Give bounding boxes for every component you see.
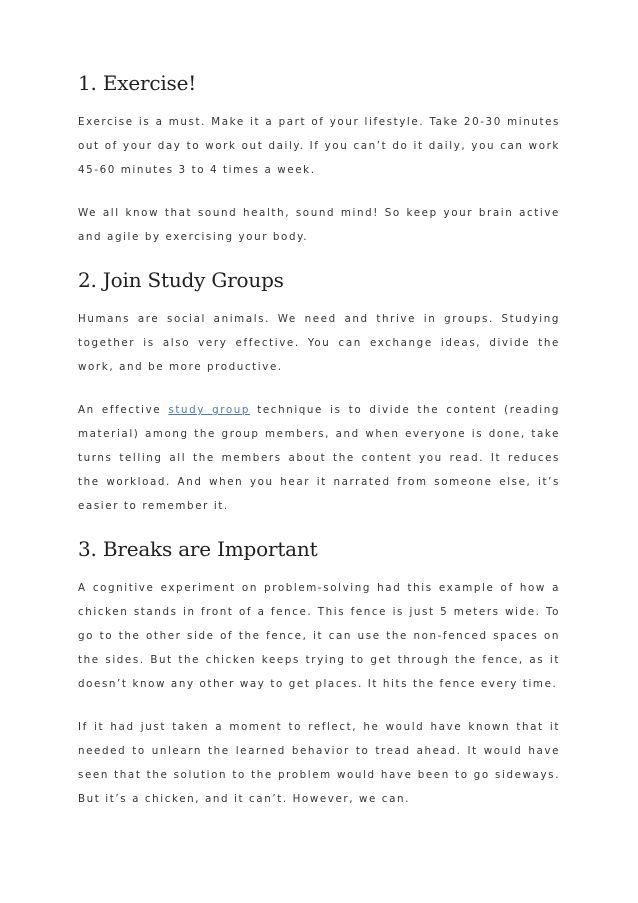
section-exercise bbox=[78, 70, 560, 249]
section-heading: 2. Join Study Groups bbox=[78, 268, 284, 292]
paragraph: A cognitive experiment on problem-solving had this example of how a chicken stands in front of a fence. This fence is just 5 meters wide. To go to the other side of the fence, it can use the non-fenced spaces on the sides. But the chicken keeps trying to get through the fence, as it doesn’t know any other way to get places. It hits the fence every time. bbox=[78, 582, 560, 690]
paragraph-text-after-link: technique is to divide the content (reading material) among the group members, and when everyone is done, take turns telling all the members about the content you read. It reduces the workload. And when you hear it narrated from someone else, it’s easier to remember it. bbox=[78, 404, 561, 512]
paragraph-text-before-link: An effective bbox=[78, 404, 169, 416]
section-heading: 1. Exercise! bbox=[78, 71, 197, 95]
section-breaks bbox=[78, 536, 560, 811]
paragraph: If it had just taken a moment to reflect, he would have known that it needed to unlearn the learned behavior to tread ahead. It would have seen that the solution to the problem would have been to go sideways. But it’s a chicken, and it can’t. However, we can. bbox=[78, 721, 560, 805]
paragraph: Exercise is a must. Make it a part of your lifestyle. Take 20-30 minutes out of your day to work out daily. If you can’t do it daily, you can work 45-60 minutes 3 to 4 times a week. bbox=[78, 116, 560, 176]
section-study-groups bbox=[78, 267, 560, 518]
paragraph-with-link bbox=[78, 398, 560, 518]
paragraph: Humans are social animals. We need and thrive in groups. Studying together is also very effective. You can exchange ideas, divide the work, and be more productive. bbox=[78, 313, 560, 373]
paragraph: We all know that sound health, sound mind! So keep your brain active and agile by exercising your body. bbox=[78, 207, 560, 243]
study-group-link[interactable]: study group bbox=[168, 404, 251, 416]
document-page bbox=[78, 70, 560, 829]
section-heading: 3. Breaks are Important bbox=[78, 537, 318, 561]
